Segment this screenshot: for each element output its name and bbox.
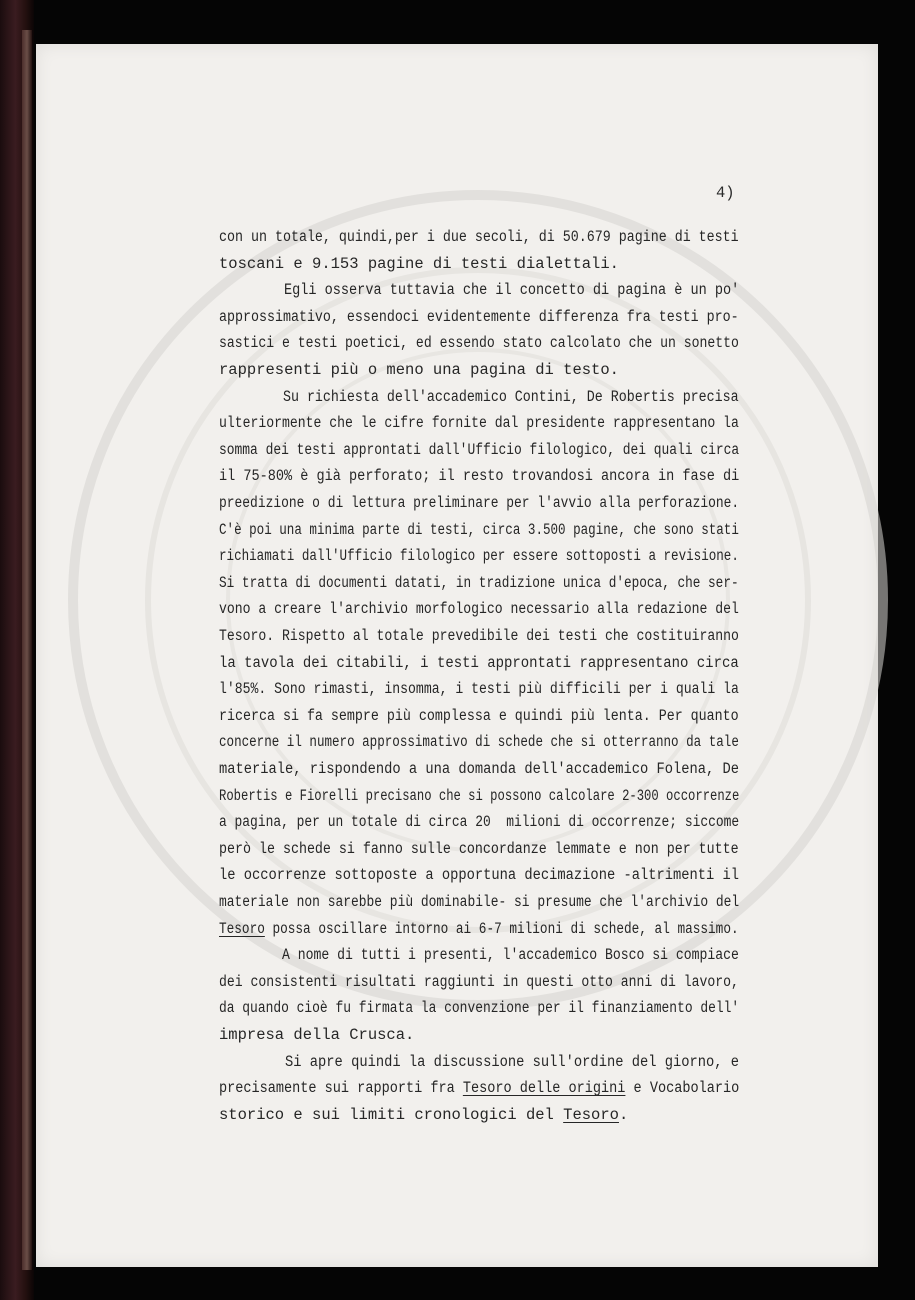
text-line <box>219 1028 414 1044</box>
text-segment: ulteriormente che le cifre fornite dal presidente rappresentano la <box>219 414 739 433</box>
text-line <box>219 573 739 592</box>
page-number: 4) <box>716 184 735 202</box>
text-segment: impresa della Crusca. <box>219 1026 415 1044</box>
text-line <box>219 549 739 565</box>
text-segment: dei consistenti risultati raggiunti in questi otto anni di lavoro, <box>219 972 739 991</box>
text-segment: a pagina, per un totale di circa 20 milioni di occorrenze; siccome <box>219 813 740 832</box>
text-segment: Su richiesta dell'accademico Contini, De Robertis precisa <box>219 387 739 406</box>
text-line <box>219 387 739 406</box>
text-line <box>219 283 739 299</box>
text-segment: con un totale, quindi,per i due secoli, di 50.679 pagine di testi <box>219 228 739 246</box>
text-segment: richiamati dall'Ufficio filologico per essere sottoposti a revisione. <box>219 547 739 566</box>
text-line <box>219 682 739 698</box>
text-line <box>219 948 739 964</box>
text-segment: e Vocabolario <box>625 1079 740 1098</box>
text-line <box>219 919 739 938</box>
text-line <box>219 895 739 911</box>
text-segment: Tesoro. Rispetto al totale prevedibile dei testi che costituiranno <box>219 627 739 645</box>
text-segment: materiale, rispondendo a una domanda dell'accademico Folena, De <box>219 760 740 778</box>
text-line <box>219 602 739 618</box>
text-line <box>219 363 619 379</box>
text-segment: però le schede si fanno sulle concordanze lemmate e non per tutte <box>219 839 739 858</box>
text-line <box>219 1105 629 1124</box>
text-segment: toscani e 9.153 pagine di testi dialettali. <box>219 254 619 273</box>
text-segment: preedizione o di lettura preliminare per l'avvio alla perforazione. <box>219 494 740 512</box>
underlined-title: Tesoro <box>563 1105 619 1124</box>
text-line <box>219 496 739 512</box>
text-segment: precisamente sui rapporti fra <box>219 1079 463 1098</box>
text-segment: ricerca si fa sempre più complessa e quindi più lenta. Per quanto <box>219 706 739 725</box>
text-line <box>219 254 619 273</box>
text-line <box>219 230 739 246</box>
text-segment: il 75-80% è già perforato; il resto trovandosi ancora in fase di <box>219 467 740 486</box>
text-segment: sastici e testi poetici, ed essendo stato calcolato che un sonetto <box>219 334 739 353</box>
text-line <box>219 469 739 485</box>
text-line <box>219 839 739 858</box>
text-segment: A nome di tutti i presenti, l'accademico Bosco si compiace <box>219 946 739 965</box>
text-segment: da quando cioè fu firmata la convenzione per il finanziamento dell' <box>219 999 740 1018</box>
underlined-title: Tesoro delle origini <box>462 1079 626 1098</box>
text-segment: la tavola dei citabili, i testi approntati rappresentano circa <box>219 653 739 672</box>
text-line <box>219 786 740 805</box>
text-line <box>219 307 739 326</box>
text-segment: Si tratta di documenti datati, in tradizione unica d'epoca, che ser- <box>219 573 739 592</box>
underlined-title: Tesoro <box>219 919 265 938</box>
text-line <box>219 1052 740 1071</box>
text-segment: C'è poi una minima parte di testi, circa 3.500 pagine, che sono stati <box>219 520 739 539</box>
text-segment: le occorrenze sottoposte a opportuna decimazione -altrimenti il <box>219 866 740 885</box>
text-segment: approssimativo, essendoci evidentemente differenza fra testi pro- <box>219 307 739 326</box>
text-line <box>219 336 739 352</box>
text-segment: concerne il numero approssimativo di schede che si otterranno da tale <box>219 733 739 752</box>
text-line <box>219 440 740 459</box>
text-segment: Egli osserva tuttavia che il concetto di pagina è un po' <box>219 281 740 300</box>
text-segment: rappresenti più o meno una pagina di testo. <box>219 361 619 379</box>
text-line <box>219 1081 739 1097</box>
text-segment: Si apre quindi la discussione sull'ordine del giorno, e <box>219 1052 740 1071</box>
text-line <box>219 1001 739 1017</box>
text-segment: . <box>618 1105 629 1124</box>
text-segment: somma dei testi approntati dall'Ufficio filologico, dei quali circa <box>219 440 740 459</box>
text-segment: materiale non sarebbe più dominabile- si presume che l'archivio del <box>219 893 740 911</box>
text-line <box>219 868 739 884</box>
text-line <box>219 762 739 778</box>
text-line <box>219 815 739 831</box>
text-line <box>219 735 739 751</box>
text-segment: possa oscillare intorno ai 6-7 milioni di schede, al massimo. <box>264 919 739 938</box>
text-segment: l'85%. Sono rimasti, insomma, i testi più difficili per i quali la <box>219 680 739 699</box>
text-segment: storico e sui limiti cronologici del <box>219 1105 564 1124</box>
text-line <box>219 520 739 539</box>
text-line <box>219 629 739 645</box>
text-line <box>219 653 739 672</box>
text-segment: vono a creare l'archivio morfologico necessario alla redazione del <box>219 600 739 619</box>
text-line <box>219 416 739 432</box>
text-line <box>219 706 739 725</box>
text-line <box>219 972 739 991</box>
text-segment: Robertis e Fiorelli precisano che si possono calcolare 2-300 occorrenze <box>219 786 740 805</box>
